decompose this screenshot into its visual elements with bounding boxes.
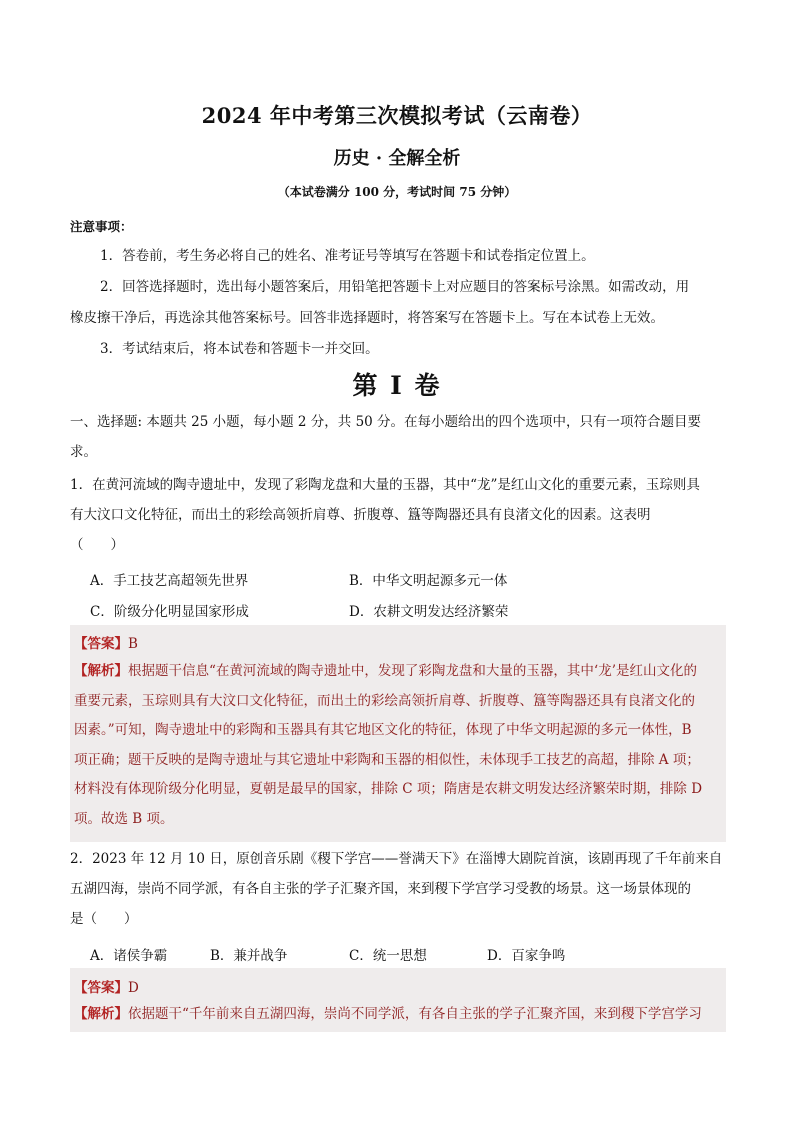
- question-1-answer: [74, 632, 138, 652]
- question-2: [70, 844, 726, 934]
- exam-note: （本试卷满分 100 分，考试时间 75 分钟）: [277, 185, 517, 199]
- question-2-analysis: [74, 1000, 724, 1030]
- analysis-tag: 【解析】: [74, 1006, 128, 1022]
- question-1-line-3: （ ）: [70, 537, 124, 553]
- question-1-option-c: C．阶级分化明显国家形成: [90, 604, 249, 620]
- notice-item-3: 3．考试结束后，将本试卷和答题卡一并交回。: [100, 341, 379, 357]
- notice-item-2-line-1: 2．回答选择题时，选出每小题答案后，用铅笔把答题卡上对应题目的答案标号涂黑。如需改动，用: [100, 279, 690, 295]
- notice-list: [70, 241, 726, 365]
- analysis-line-5: 材料没有体现阶级分化明显，夏朝是最早的国家，排除 C 项；隋唐是农耕文明发达经济繁荣时期，排除 D: [74, 781, 703, 797]
- section-intro: [70, 407, 726, 467]
- answer-tag: 【答案】: [74, 636, 128, 652]
- page-title: 2024 年中考第三次模拟考试（云南卷）: [201, 103, 593, 128]
- answer-tag: 【答案】: [74, 980, 128, 996]
- question-2-line-3: 是（ ）: [70, 911, 138, 927]
- page-subtitle: 历史 · 全解全析: [333, 148, 461, 169]
- analysis-line-2: 重要元素，玉琮则具有大汶口文化特征，而出土的彩绘高领折肩尊、折腹尊、簋等陶器还具有良渚文化的: [74, 692, 695, 709]
- question-2-option-b: B．兼并战争: [210, 948, 288, 964]
- section-intro-line-2: 求。: [70, 444, 97, 460]
- analysis-tag: 【解析】: [74, 663, 128, 679]
- question-2-line-1: 2．2023 年 12 月 10 日，原创音乐剧《稷下学宫——誉满天下》在淄博大剧院首演，该剧再现了千年前来自: [70, 851, 723, 867]
- notice-item-1: 1．答卷前，考生务必将自己的姓名、准考证号等填写在答题卡和试卷指定位置上。: [100, 248, 595, 264]
- answer-value: D: [128, 980, 139, 996]
- part-title: 第 I 卷: [352, 371, 442, 400]
- question-2-option-c: C．统一思想: [349, 948, 427, 964]
- question-1-option-b: B．中华文明起源多元一体: [349, 573, 508, 589]
- question-1-analysis: [74, 657, 724, 834]
- question-2-option-d: D．百家争鸣: [487, 948, 566, 964]
- notice-heading: 注意事项：: [70, 219, 133, 234]
- notice-item-2-line-2: 橡皮擦干净后，再选涂其他答案标号。回答非选择题时，将答案写在答题卡上。写在本试卷上无效。: [70, 310, 664, 326]
- analysis-line-1: 依据题干“千年前来自五湖四海，崇尚不同学派，有各自主张的学子汇聚齐国，来到稷下学宫学习: [128, 1006, 702, 1022]
- question-2-answer: [74, 976, 139, 996]
- question-2-line-2: 五湖四海，崇尚不同学派，有各自主张的学子汇聚齐国，来到稷下学宫学习受教的场景。这一场景体现的: [70, 881, 691, 897]
- question-1-line-2: 有大汶口文化特征，而出土的彩绘高领折肩尊、折腹尊、簋等陶器还具有良渚文化的因素。这表明: [70, 507, 651, 523]
- answer-value: B: [128, 636, 138, 652]
- question-1: [70, 470, 726, 560]
- section-intro-line-1: 一、选择题: 本题共 25 小题，每小题 2 分，共 50 分。在每小题给出的四个选项中，只有一项符合题目要: [70, 414, 702, 430]
- question-2-option-a: A．诸侯争霸: [90, 948, 168, 964]
- question-1-line-1: 1．在黄河流域的陶寺遗址中，发现了彩陶龙盘和大量的玉器，其中“龙”是红山文化的重要元素，玉琮则具: [70, 477, 700, 493]
- analysis-line-3: 因素。”可知，陶寺遗址中的彩陶和玉器具有其它地区文化的特征，体现了中华文明起源的多元一体性，B: [74, 722, 692, 738]
- analysis-line-4: 项正确；题干反映的是陶寺遗址与其它遗址中彩陶和玉器的相似性，未体现手工技艺的高超，排除 A 项；: [74, 751, 700, 768]
- analysis-line-1: 根据题干信息“在黄河流域的陶寺遗址中，发现了彩陶龙盘和大量的玉器，其中‘龙’是红山文化的: [128, 663, 697, 679]
- analysis-line-6: 项。故选 B 项。: [74, 810, 174, 827]
- question-1-option-d: D．农耕文明发达经济繁荣: [349, 604, 509, 620]
- question-1-option-a: A．手工技艺高超领先世界: [90, 573, 249, 589]
